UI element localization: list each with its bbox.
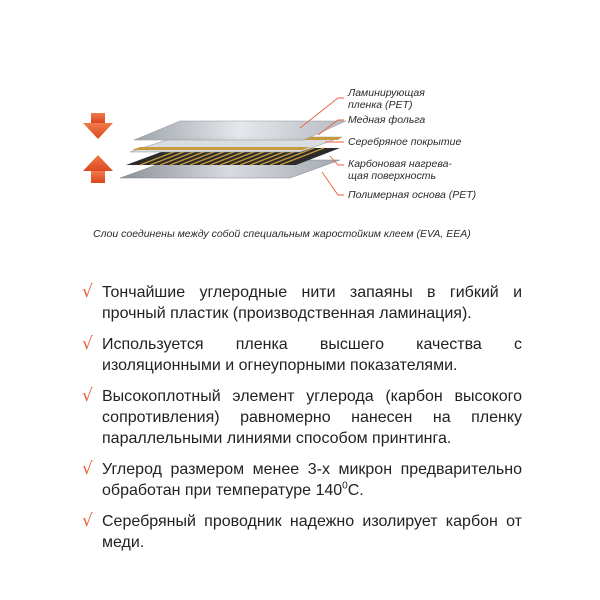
pressure-arrow-up-icon — [83, 155, 113, 183]
check-icon: √ — [82, 334, 93, 354]
diagram-caption: Слои соединены между собой специальным жаростойким клеем (EVA, EEA) — [93, 228, 471, 240]
feature-text: Используется пленка высшего качества с изоляционными и огнеупорными показателями. — [102, 336, 522, 374]
list-item — [82, 282, 522, 324]
degree-superscript: 0 — [342, 480, 348, 492]
feature-text: Тончайшие углеродные нити запаяны в гибкий и прочный пластик (производственная ламинация). — [102, 284, 522, 322]
check-icon: √ — [82, 459, 93, 479]
check-icon: √ — [82, 282, 93, 302]
label-polymer-base: Полимерная основа (PET) — [348, 189, 477, 201]
label-carbon-heating-surface: Карбоновая нагрева- щая поверхность — [348, 158, 452, 182]
label-copper-foil: Медная фольга — [348, 114, 426, 126]
feature-list — [82, 282, 522, 563]
list-item — [82, 511, 522, 553]
layers-illustration — [0, 0, 600, 220]
list-item — [82, 386, 522, 449]
feature-text-suffix: С. — [347, 482, 364, 499]
check-icon: √ — [82, 386, 93, 406]
label-silver-coating: Серебряное покрытие — [348, 136, 462, 148]
feature-text: Серебряный проводник надежно изолирует карбон от меди. — [102, 513, 522, 551]
pressure-arrow-down-icon — [83, 113, 113, 139]
list-item — [82, 459, 522, 501]
heating-film-layers-diagram — [0, 0, 600, 220]
feature-text: Высокоплотный элемент углерода (карбон высокого сопротивления) равномерно нанесен на пленку параллельными линиями способом принтинга. — [102, 388, 522, 447]
list-item — [82, 334, 522, 376]
label-laminating-film: Ламинирующая пленка (PET) — [348, 87, 425, 111]
check-icon: √ — [82, 511, 93, 531]
feature-text: Углерод размером менее 3-х микрон предварительно обработан при температуре 140 — [102, 461, 522, 499]
